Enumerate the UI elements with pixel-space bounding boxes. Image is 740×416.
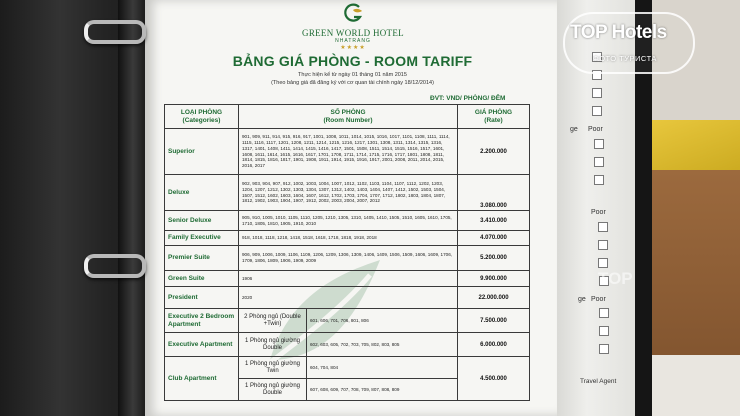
row-category: President [165,287,239,309]
row-rate: 4.070.000 [458,231,530,246]
side-form-checkbox [592,88,602,98]
hotel-city: NHATRANG [335,38,371,44]
hotel-name: GREEN WORLD HOTEL [302,28,404,38]
side-form-label-ge: ge [578,296,586,303]
table-row [165,271,530,287]
hotel-stars: ★★★★ [340,45,366,51]
table-row [165,287,530,309]
currency-unit: ĐVT: VND/ PHÒNG/ ĐÊM [430,95,506,102]
table-row [165,357,530,379]
side-form-label-poor: Poor [591,296,606,303]
side-form-checkbox [594,175,604,185]
header-rate: GIÁ PHÒNG (Rate) [458,105,530,129]
side-form-checkbox [592,106,602,116]
row-rooms: 601, 606, 701, 706, 801, 806 [307,309,458,333]
row-rate: 5.200.000 [458,246,530,271]
table-row [165,309,530,333]
tariff-title: BẢNG GIÁ PHÒNG - ROOM TARIFF [232,53,473,69]
row-room-description: 1 Phòng ngủ giường Double [239,379,307,401]
binder-ring [84,20,146,44]
side-form-checkbox [598,258,608,268]
row-rooms: 905, 910, 1005, 1010, 1105, 1110, 1205, 1210, 1305, 1310, 1405, 1410, 1505, 1510, 1605, 1610, 1705, 1710, 1805, 1810, 1905, 1910, 2010 [239,211,458,231]
side-form-label-ge: ge [570,126,578,133]
row-rooms: 918, 1018, 1118, 1218, 1418, 1518, 1618, 1718, 1818, 1918, 2018 [239,231,458,246]
side-form-checkbox [598,222,608,232]
watermark-brand: TOP Hotels [570,22,667,43]
side-form-label-poor: Poor [588,126,603,133]
binder-spine [118,0,148,416]
side-form-checkbox [599,308,609,318]
side-form-checkbox [594,139,604,149]
table-row [165,231,530,246]
row-rooms: 1906 [239,271,458,287]
watermark-corner: TOP [598,269,633,288]
side-form-label-travel-agent: Travel Agent [580,378,617,385]
table-row [165,129,530,175]
binder-ring [84,254,146,278]
row-rooms: 906, 909, 1006, 1009, 1106, 1109, 1206, 1209, 1306, 1309, 1406, 1409, 1506, 1509, 1606, 1609, 1706, 1709, 1806, 1809, 1906, 1909, 2009 [239,246,458,271]
tariff-table [164,104,530,401]
row-rate: 4.500.000 [458,357,530,401]
row-category: Superior [165,129,239,175]
table-header-row [165,105,530,129]
row-rate: 9.900.000 [458,271,530,287]
row-rooms: 901, 909, 911, 914, 915, 916, 917, 1001, 1008, 1011, 1014, 1015, 1016, 1017, 1101, 1108, 1111, 1114, 1115, 1116, 1117, 1201, 1208, 1211, 1214, 1215, 1216, 1217, 1301, 1308, 1311, 1314, 1315, 1316, 1317, 1401, 1408, 1411, 1414, 1415, 1416, 1417, 1501, 1508, 1511, 1514, 1515, 1516, 1517, 1601, 1608, 1611, 1614, 1615, 1616, 1617, 1701, 1708, 1711, 1714, 1715, 1716, 1717, 1801, 1808, 1811, 1814, 1815, 1816, 1817, 1901, 1908, 1911, 1914, 1915, 1916, 1917, 2001, 2008, 2011, 2014, 2015, 2016, 2017 [239,129,458,175]
side-form-checkbox [599,326,609,336]
row-rate: 6.000.000 [458,333,530,357]
row-rate: 7.500.000 [458,309,530,333]
row-category: Executive 2 Bedroom Apartment [165,309,239,333]
row-rate: 22.000.000 [458,287,530,309]
side-form-checkbox [598,240,608,250]
table-row [165,211,530,231]
registration-note: (Theo bảng giá đã đăng ký với cơ quan tài chính ngày 18/12/2014) [271,80,434,86]
row-rooms: 604, 704, 804 [307,357,458,379]
row-rooms: 607, 608, 609, 707, 708, 709, 807, 808, 809 [307,379,458,401]
row-rooms: 602, 603, 605, 702, 703, 705, 802, 803, 805 [307,333,458,357]
hotel-logo-icon [342,2,364,26]
row-rate: 3.080.000 [458,175,530,211]
row-category: Club Apartment [165,357,239,401]
side-form-label-poor: Poor [591,209,606,216]
header-category: LOẠI PHÒNG (Categories) [165,105,239,129]
row-room-description: 1 Phòng ngủ giường Twin [239,357,307,379]
row-rate: 3.410.000 [458,211,530,231]
row-rate: 2.200.000 [458,129,530,175]
row-category: Senior Deluxe [165,211,239,231]
row-category: Executive Apartment [165,333,239,357]
row-category: Deluxe [165,175,239,211]
row-category: Green Suite [165,271,239,287]
effective-date: Thực hiện kể từ ngày 01 tháng 01 năm 2015 [298,72,407,78]
row-rooms: 902, 903, 904, 907, 912, 1002, 1003, 1004, 1007, 1012, 1102, 1103, 1104, 1107, 1112, 1202, 1203, 1204, 1207, 1212, 1302, 1303, 1304, 1307, 1312, 1402, 1403, 1404, 1407, 1412, 1502, 1503, 1504, 1507, 1512, 1602, 1603, 1604, 1607, 1612, 1702, 1703, 1704, 1707, 1712, 1802, 1803, 1804, 1807, 1812, 1902, 1903, 1904, 1907, 1912, 2002, 2003, 2004, 2007, 2012 [239,175,458,211]
row-category: Premier Suite [165,246,239,271]
row-room-description: 2 Phòng ngủ (Double +Twin) [239,309,307,333]
row-rooms: 2020 [239,287,458,309]
table-row [165,246,530,271]
side-form-checkbox [594,157,604,167]
row-room-description: 1 Phòng ngủ giường Double [239,333,307,357]
row-category: Family Executive [165,231,239,246]
header-rooms: SỐ PHÒNG (Room Number) [239,105,458,129]
side-form-checkbox [599,344,609,354]
watermark-subtitle: ФОТО ТУРИСТА [593,54,657,63]
table-row [165,175,530,211]
table-row [165,333,530,357]
background-bottom-surface [650,355,740,416]
